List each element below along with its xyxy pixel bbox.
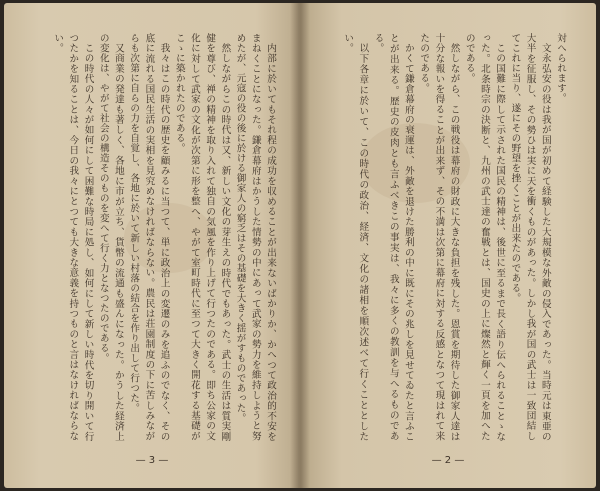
paragraph: 対へられます。	[555, 33, 566, 103]
right-page	[300, 3, 596, 488]
right-page-text	[320, 33, 568, 441]
paragraph: 内部に於いてもそれ程の成功を収めることが出来ないばかりか、かへつて政治的不安をまねくことになった。鎌倉幕府はかうした情勢の中にあって武家の勢力を維持しようと努めたが、元寇の役の後に於ける御家人の窮乏はその基礎を大きく揺がすものであった。	[234, 33, 276, 441]
paragraph: この国難に際して示された国民の精神は、後世に至るまで長く語り伝へられることゝなった。北条時宗の決断と、九州の武士達の奮戦とは、国史の上に燦然と輝く一頁を加へたのである。	[463, 33, 506, 441]
page-number: — 2 —	[431, 455, 465, 466]
paragraph: 我々はこの時代の歴史を顧みるに当つて、単に政治上の変遷のみを追ふのでなく、その底に流れる国民生活の実相を見究めなければならない。農民は荘園制度の下に苦しみながらも次第に自らの力を自覚し、各地に於いて新しい村落の結合を作り出して行つた。	[128, 33, 170, 441]
paragraph: 然しながら、この戦役は幕府の財政に大きな負担を残した。恩賞を期待した御家人達は十分な報いを得ることが出来ず、その不満は次第に幕府に対する反感となつて現はれて来たのである。	[418, 33, 460, 441]
page-number: — 3 —	[135, 455, 169, 466]
paragraph: かくて鎌倉幕府の衰運は、外敵を退けた勝利の中に既にその兆しを見せてゐたと言ふことが出来る。歴史の皮肉とも言ふべきこの事実は、我々に多くの教訓を与へるものである。	[372, 33, 414, 441]
paragraph: 以下各章に於いて、この時代の政治、経済、文化の諸相を順次述べて行くこととしたい。	[342, 33, 369, 441]
paragraph: 文永弘安の役は我が国が初めて経験した大規模な外敵の侵入であった。当時元は東亜の大半を征服し、その勢ひは実に天を衝くものがあった。しかし我が国の武士は一致団結してこれに当り、遂にその野望を挫くことが出来たのである。	[509, 33, 551, 441]
paragraph: 然しながらこの時代は又、新しい文化の芽生えの時代でもあった。武士の生活は質実剛健を尊び、禅の精神を取り入れて独自の気風を作り上げて行つたのである。即ち公家の文化に対して武家の文化が次第に形を整へ、やがて室町時代に至つて大きく開花する基礎がこゝに築かれたのである。	[173, 33, 231, 441]
book-spread	[4, 3, 596, 488]
paragraph: この時代の人々が如何にして困難な時局に処し、如何にして新しい時代を切り開いて行つたかを知ることは、今日の我々にとつても大きな意義を持つものと言はなければならない。	[52, 33, 94, 441]
left-page-text	[32, 33, 278, 441]
paragraph: 又商業の発達も著しく、各地に市が立ち、貨幣の流通も盛んになった。かうした経済上の変化は、やがて社会の構造そのものを変へて行く力となつたのである。	[97, 33, 124, 441]
left-page	[4, 3, 300, 488]
